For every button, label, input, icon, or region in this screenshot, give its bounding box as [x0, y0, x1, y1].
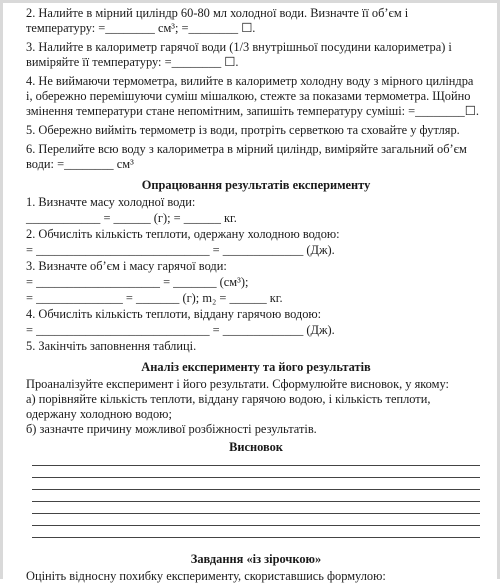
step-3-line-1: 3. Налийте в калориметр гарячої води (1/3 внутрішньої посудини калориметра) і: [26, 40, 452, 54]
processing-item: = ______________ = _______ (г); m₂ = ______ кг.: [26, 291, 283, 305]
processing-item: = ____________________________ = _____________ (Дж).: [26, 323, 335, 337]
answer-line: [32, 525, 480, 526]
processing-section: [26, 195, 486, 354]
step-4-line-3: змінення температури стане непомітним, запишіть температуру суміші: =________☐.: [26, 104, 479, 118]
processing-item: 5. Закінчіть заповнення таблиці.: [26, 339, 197, 353]
step-4-line-1: 4. Не виймаючи термометра, вилийте в калориметр холодну воду з мірного циліндра: [26, 74, 474, 88]
conclusion-answer-lines: [26, 465, 486, 538]
processing-heading: Опрацювання результатів експерименту: [141, 178, 371, 192]
processing-item: 4. Обчисліть кількість теплоти, віддану гарячою водою:: [26, 307, 322, 321]
analysis-text: б) зазначте причину можливої розбіжності результатів.: [26, 422, 317, 436]
processing-item: 3. Визначте об’єм і масу гарячої води:: [26, 259, 227, 273]
step-3-line-2: виміряйте її температуру: =________ ☐.: [26, 55, 239, 69]
step-4-line-2: і, обережно перемішуючи суміш мішалкою, стежте за показами термометра. Щойно: [26, 89, 471, 103]
analysis-text: Проаналізуйте експеримент і його результати. Сформулюйте висновок, у якому:: [26, 377, 449, 391]
analysis-section: [26, 377, 486, 437]
processing-item: ____________ = ______ (г); = ______ кг.: [26, 211, 237, 225]
answer-line: [32, 537, 480, 538]
answer-line: [32, 489, 480, 490]
step-6: [26, 142, 486, 172]
frame-border-top: [0, 0, 500, 3]
processing-item: 1. Визначте масу холодної води:: [26, 195, 196, 209]
step-2-line-1: 2. Налийте в мірний циліндр 60-80 мл холодної води. Визначте її об’єм і: [26, 6, 409, 20]
analysis-text: а) порівняйте кількість теплоти, віддану гарячою водою, і кількість теплоти,: [26, 392, 431, 406]
experiment-steps: [26, 6, 486, 172]
star-task-text: Оцініть відносну похибку експерименту, скориставшись формулою:: [26, 569, 386, 583]
processing-item: 2. Обчисліть кількість теплоти, одержану холодною водою:: [26, 227, 340, 241]
answer-line: [32, 513, 480, 514]
answer-line: [32, 465, 480, 466]
processing-item: = ____________________ = _______ (см³);: [26, 275, 249, 289]
analysis-text: одержану холодною водою;: [26, 407, 172, 421]
step-6-line-2: води: =________ см³: [26, 157, 134, 171]
step-4: [26, 74, 486, 119]
analysis-heading: Аналіз експерименту та його результатів: [141, 360, 371, 374]
frame-border-left: [0, 0, 3, 579]
step-2-line-2: температуру: =________ см³; =________ ☐.: [26, 21, 256, 35]
answer-line: [32, 501, 480, 502]
star-task-heading: Завдання «із зірочкою»: [190, 552, 322, 566]
step-3: [26, 40, 486, 70]
answer-line: [32, 477, 480, 478]
step-5-line-1: 5. Обережно вийміть термометр із води, протріть серветкою та сховайте у футляр.: [26, 123, 460, 137]
step-2: [26, 6, 486, 36]
conclusion-heading: Висновок: [229, 440, 283, 454]
step-6-line-1: 6. Перелийте всю воду з калориметра в мірний циліндр, виміряйте загальний об’єм: [26, 142, 467, 156]
step-5: [26, 123, 486, 138]
processing-item: = ____________________________ = _____________ (Дж).: [26, 243, 335, 257]
